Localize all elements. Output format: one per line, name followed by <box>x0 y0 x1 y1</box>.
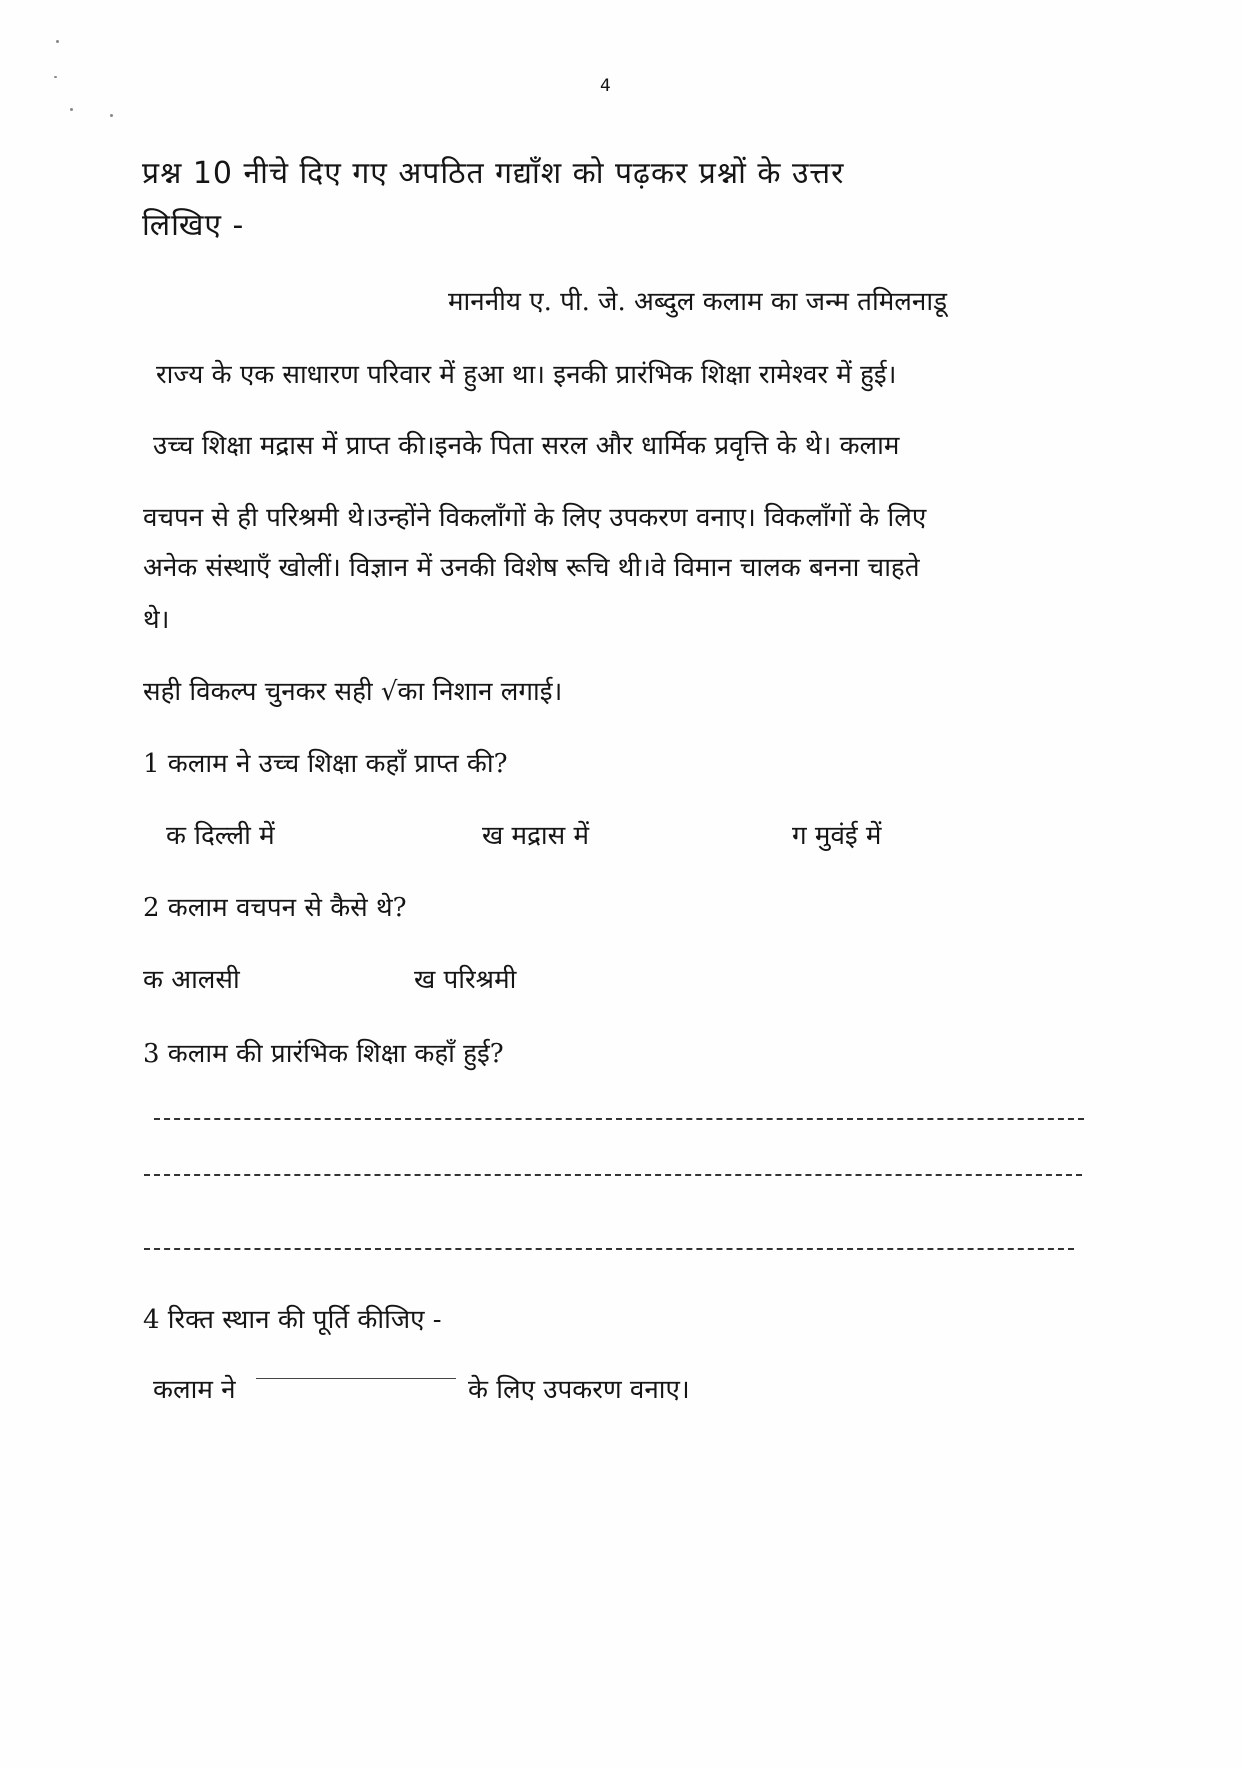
q1-option-a[interactable]: क दिल्ली में <box>166 821 275 851</box>
q1-option-b[interactable]: ख मद्रास में <box>482 821 590 851</box>
scan-speck <box>110 114 113 117</box>
fill-blank-suffix: के लिए उपकरण वनाए। <box>468 1375 690 1405</box>
question-3: 3 कलाम की प्रारंभिक शिक्षा कहाँ हुई? <box>143 1039 504 1069</box>
answer-line-3[interactable] <box>144 1248 1074 1250</box>
page-number: 4 <box>600 76 611 96</box>
heading-line-2: लिखिए - <box>142 208 245 243</box>
scan-speck <box>70 108 73 111</box>
answer-line-1[interactable] <box>154 1118 1084 1120</box>
question-4: 4 रिक्त स्थान की पूर्ति कीजिए - <box>143 1305 442 1335</box>
heading-line-1: प्रश्न 10 नीचे दिए गए अपठित गद्याँश को पढ़कर प्रश्नों के उत्तर <box>142 156 845 191</box>
passage-line-3: उच्च शिक्षा मद्रास में प्राप्त की।इनके पिता सरल और धार्मिक प्रवृत्ति के थे। कलाम <box>153 431 900 461</box>
q1-option-c[interactable]: ग मुवंई में <box>792 821 882 851</box>
passage-line-6: थे। <box>143 605 170 635</box>
scan-speck <box>54 76 57 78</box>
fill-blank-prefix: कलाम ने <box>153 1375 236 1405</box>
passage-line-2: राज्य के एक साधारण परिवार में हुआ था। इनकी प्रारंभिक शिक्षा रामेश्वर में हुई। <box>156 360 897 390</box>
passage-line-4: वचपन से ही परिश्रमी थे।उन्होंने विकलाँगों के लिए उपकरण वनाए। विकलाँगों के लिए <box>143 503 927 533</box>
answer-line-2[interactable] <box>144 1174 1082 1176</box>
question-2: 2 कलाम वचपन से कैसे थे? <box>143 893 407 923</box>
passage-line-1: माननीय ए. पी. जे. अब्दुल कलाम का जन्म तमिलनाडू <box>448 287 947 317</box>
q2-option-b[interactable]: ख परिश्रमी <box>414 965 517 995</box>
instruction: सही विकल्प चुनकर सही √का निशान लगाई। <box>143 677 563 707</box>
passage-line-5: अनेक संस्थाएँ खोलीं। विज्ञान में उनकी विशेष रूचि थी।वे विमान चालक बनना चाहते <box>143 553 920 583</box>
question-1: 1 कलाम ने उच्च शिक्षा कहाँ प्राप्त की? <box>143 749 508 779</box>
question-heading <box>142 148 1042 252</box>
scan-speck <box>56 40 59 43</box>
q2-option-a[interactable]: क आलसी <box>143 965 240 995</box>
fill-blank-line[interactable] <box>256 1378 456 1379</box>
